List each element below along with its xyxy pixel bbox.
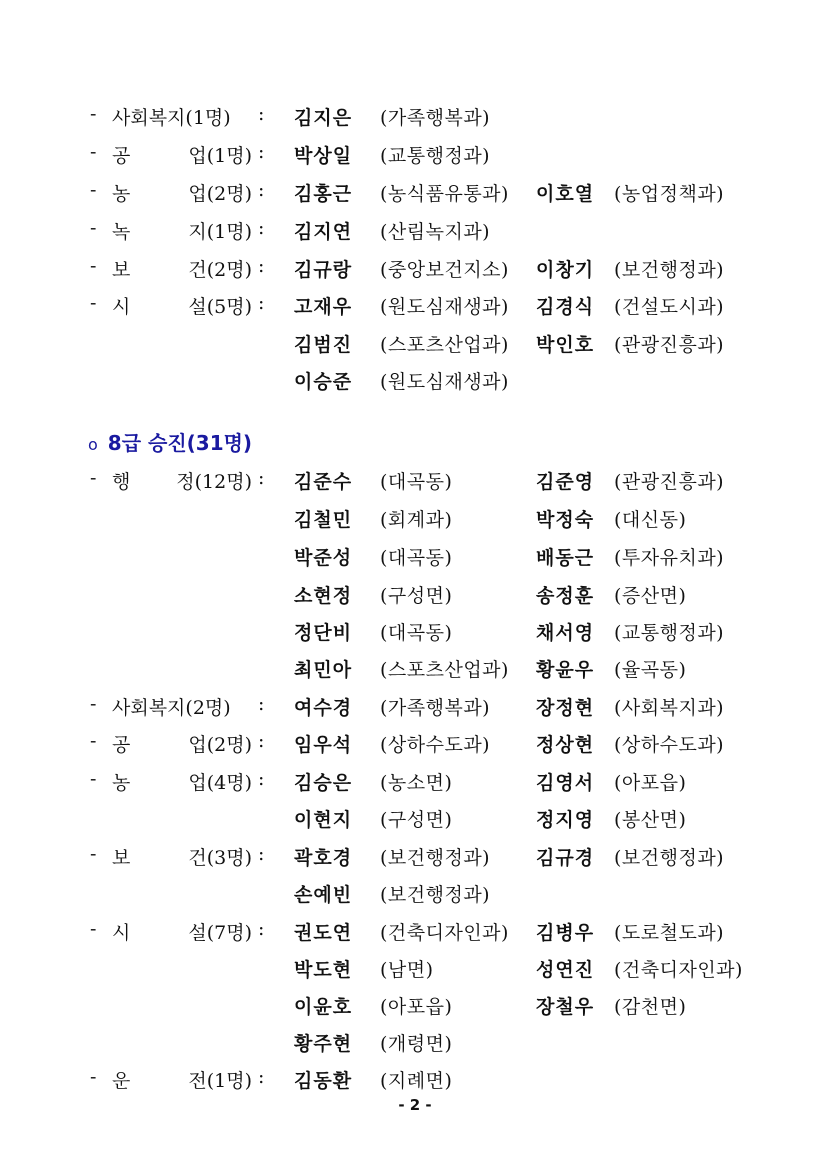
category-label xyxy=(112,768,252,795)
category-rest: 업(2명) xyxy=(188,183,252,205)
colon-separator: : xyxy=(258,918,265,940)
category-rest: 업(2명) xyxy=(188,734,252,756)
dash-marker: - xyxy=(90,217,97,239)
dash-marker: - xyxy=(90,730,97,752)
department: (봉산면) xyxy=(614,809,687,831)
department: (건축디자인과) xyxy=(380,922,509,944)
personnel-row xyxy=(0,768,830,802)
employee-name: 이창기 xyxy=(536,259,595,281)
department: (보건행정과) xyxy=(380,847,491,869)
category-label xyxy=(112,693,252,720)
category-first: 농 xyxy=(112,183,131,205)
employee-name: 여수경 xyxy=(294,697,353,719)
employee-name: 박준성 xyxy=(294,547,353,569)
category-first: 시 xyxy=(112,296,131,318)
department: (건축디자인과) xyxy=(614,959,743,981)
employee-name: 박인호 xyxy=(536,334,595,356)
employee-name: 손예빈 xyxy=(294,884,353,906)
employee-name: 황윤우 xyxy=(536,659,595,681)
dash-marker: - xyxy=(90,918,97,940)
employee-name: 김동환 xyxy=(294,1070,353,1092)
department: (스포츠산업과) xyxy=(380,659,509,681)
department: (교통행정과) xyxy=(614,622,725,644)
category-first: 공 xyxy=(112,734,131,756)
department: (스포츠산업과) xyxy=(380,334,509,356)
personnel-row xyxy=(0,693,830,727)
department: (대곡동) xyxy=(380,622,453,644)
personnel-row xyxy=(0,179,830,213)
department: (산림녹지과) xyxy=(380,221,491,243)
personnel-row xyxy=(0,618,830,652)
colon-separator: : xyxy=(258,693,265,715)
employee-name: 성연진 xyxy=(536,959,595,981)
department: (중앙보건지소) xyxy=(380,259,509,281)
personnel-row xyxy=(0,255,830,289)
category-rest: 정(12명) xyxy=(176,471,252,493)
department: (감천면) xyxy=(614,996,687,1018)
employee-name: 이윤호 xyxy=(294,996,353,1018)
colon-separator: : xyxy=(258,730,265,752)
employee-name: 김승은 xyxy=(294,772,353,794)
colon-separator: : xyxy=(258,217,265,239)
category-rest: 건(2명) xyxy=(188,259,252,281)
category-label xyxy=(112,292,252,319)
department: (개령면) xyxy=(380,1033,453,1055)
colon-separator: : xyxy=(258,467,265,489)
employee-name: 곽호경 xyxy=(294,847,353,869)
category-first: 사회복지(2명) xyxy=(112,697,231,719)
dash-marker: - xyxy=(90,467,97,489)
department: (대신동) xyxy=(614,509,687,531)
category-label xyxy=(112,141,252,168)
personnel-row xyxy=(0,141,830,175)
category-first: 보 xyxy=(112,259,131,281)
department: (보건행정과) xyxy=(614,259,725,281)
department: (증산면) xyxy=(614,585,687,607)
employee-name: 박정숙 xyxy=(536,509,595,531)
employee-name: 정상현 xyxy=(536,734,595,756)
section-title: 8급 승진(31명) xyxy=(107,431,253,455)
personnel-row xyxy=(0,955,830,989)
employee-name: 김준영 xyxy=(536,471,595,493)
employee-name: 박상일 xyxy=(294,145,353,167)
department: (농업정책과) xyxy=(614,183,725,205)
employee-name: 김철민 xyxy=(294,509,353,531)
personnel-row xyxy=(0,992,830,1026)
employee-name: 이현지 xyxy=(294,809,353,831)
employee-name: 정지영 xyxy=(536,809,595,831)
category-label xyxy=(112,179,252,206)
employee-name: 김준수 xyxy=(294,471,353,493)
category-first: 보 xyxy=(112,847,131,869)
personnel-row xyxy=(0,292,830,326)
dash-marker: - xyxy=(90,141,97,163)
employee-name: 임우석 xyxy=(294,734,353,756)
department: (교통행정과) xyxy=(380,145,491,167)
employee-name: 이승준 xyxy=(294,371,353,393)
personnel-row xyxy=(0,730,830,764)
dash-marker: - xyxy=(90,843,97,865)
department: (투자유치과) xyxy=(614,547,725,569)
department: (보건행정과) xyxy=(614,847,725,869)
employee-name: 권도연 xyxy=(294,922,353,944)
category-rest: 건(3명) xyxy=(188,847,252,869)
personnel-row xyxy=(0,1066,830,1100)
department: (가족행복과) xyxy=(380,107,491,129)
personnel-row xyxy=(0,581,830,615)
employee-name: 장철우 xyxy=(536,996,595,1018)
employee-name: 김영서 xyxy=(536,772,595,794)
colon-separator: : xyxy=(258,843,265,865)
personnel-row xyxy=(0,505,830,539)
category-first: 시 xyxy=(112,922,131,944)
personnel-row xyxy=(0,805,830,839)
dash-marker: - xyxy=(90,103,97,125)
employee-name: 최민아 xyxy=(294,659,353,681)
category-rest: 전(1명) xyxy=(188,1070,252,1092)
department: (농식품유통과) xyxy=(380,183,509,205)
department: (아포읍) xyxy=(614,772,687,794)
department: (보건행정과) xyxy=(380,884,491,906)
employee-name: 배동근 xyxy=(536,547,595,569)
colon-separator: : xyxy=(258,141,265,163)
page-number: - 2 - xyxy=(398,1096,432,1114)
category-first: 운 xyxy=(112,1070,131,1092)
dash-marker: - xyxy=(90,179,97,201)
department: (대곡동) xyxy=(380,471,453,493)
section-heading-8grade xyxy=(88,427,252,456)
personnel-row xyxy=(0,330,830,364)
department: (남면) xyxy=(380,959,434,981)
personnel-row xyxy=(0,543,830,577)
department: (구성면) xyxy=(380,585,453,607)
department: (가족행복과) xyxy=(380,697,491,719)
category-label xyxy=(112,843,252,870)
employee-name: 장정현 xyxy=(536,697,595,719)
employee-name: 김지연 xyxy=(294,221,353,243)
employee-name: 송정훈 xyxy=(536,585,595,607)
personnel-row xyxy=(0,467,830,501)
personnel-row xyxy=(0,367,830,401)
employee-name: 박도현 xyxy=(294,959,353,981)
category-first: 농 xyxy=(112,772,131,794)
employee-name: 황주현 xyxy=(294,1033,353,1055)
department: (상하수도과) xyxy=(614,734,725,756)
department: (대곡동) xyxy=(380,547,453,569)
category-first: 행 xyxy=(112,471,131,493)
category-label xyxy=(112,217,252,244)
dash-marker: - xyxy=(90,693,97,715)
colon-separator: : xyxy=(258,1066,265,1088)
personnel-row xyxy=(0,1029,830,1063)
department: (원도심재생과) xyxy=(380,296,509,318)
category-label xyxy=(112,103,252,130)
category-label xyxy=(112,730,252,757)
category-label xyxy=(112,467,252,494)
department: (회계과) xyxy=(380,509,453,531)
category-rest: 설(7명) xyxy=(188,922,252,944)
department: (원도심재생과) xyxy=(380,371,509,393)
department: (도로철도과) xyxy=(614,922,725,944)
department: (율곡동) xyxy=(614,659,687,681)
category-first: 녹 xyxy=(112,221,131,243)
employee-name: 김경식 xyxy=(536,296,595,318)
employee-name: 김규경 xyxy=(536,847,595,869)
department: (구성면) xyxy=(380,809,453,831)
employee-name: 고재우 xyxy=(294,296,353,318)
employee-name: 김지은 xyxy=(294,107,353,129)
colon-separator: : xyxy=(258,103,265,125)
colon-separator: : xyxy=(258,768,265,790)
employee-name: 김범진 xyxy=(294,334,353,356)
category-label xyxy=(112,918,252,945)
department: (상하수도과) xyxy=(380,734,491,756)
department: (건설도시과) xyxy=(614,296,725,318)
personnel-row xyxy=(0,880,830,914)
personnel-row xyxy=(0,103,830,137)
department: (지례면) xyxy=(380,1070,453,1092)
category-rest: 업(4명) xyxy=(188,772,252,794)
personnel-row xyxy=(0,217,830,251)
dash-marker: - xyxy=(90,292,97,314)
dash-marker: - xyxy=(90,255,97,277)
category-first: 공 xyxy=(112,145,131,167)
employee-name: 이호열 xyxy=(536,183,595,205)
department: (사회복지과) xyxy=(614,697,725,719)
employee-name: 김홍근 xyxy=(294,183,353,205)
category-label xyxy=(112,255,252,282)
personnel-row xyxy=(0,655,830,689)
department: (관광진흥과) xyxy=(614,334,725,356)
employee-name: 김규랑 xyxy=(294,259,353,281)
colon-separator: : xyxy=(258,179,265,201)
colon-separator: : xyxy=(258,255,265,277)
personnel-row xyxy=(0,843,830,877)
category-rest: 설(5명) xyxy=(188,296,252,318)
section-bullet-icon: o xyxy=(88,435,98,454)
department: (아포읍) xyxy=(380,996,453,1018)
category-label xyxy=(112,1066,252,1093)
department: (농소면) xyxy=(380,772,453,794)
department: (관광진흥과) xyxy=(614,471,725,493)
employee-name: 김병우 xyxy=(536,922,595,944)
category-rest: 지(1명) xyxy=(188,221,252,243)
category-rest: 업(1명) xyxy=(188,145,252,167)
colon-separator: : xyxy=(258,292,265,314)
category-first: 사회복지(1명) xyxy=(112,107,231,129)
employee-name: 정단비 xyxy=(294,622,353,644)
personnel-row xyxy=(0,918,830,952)
dash-marker: - xyxy=(90,1066,97,1088)
employee-name: 소현정 xyxy=(294,585,353,607)
employee-name: 채서영 xyxy=(536,622,595,644)
dash-marker: - xyxy=(90,768,97,790)
